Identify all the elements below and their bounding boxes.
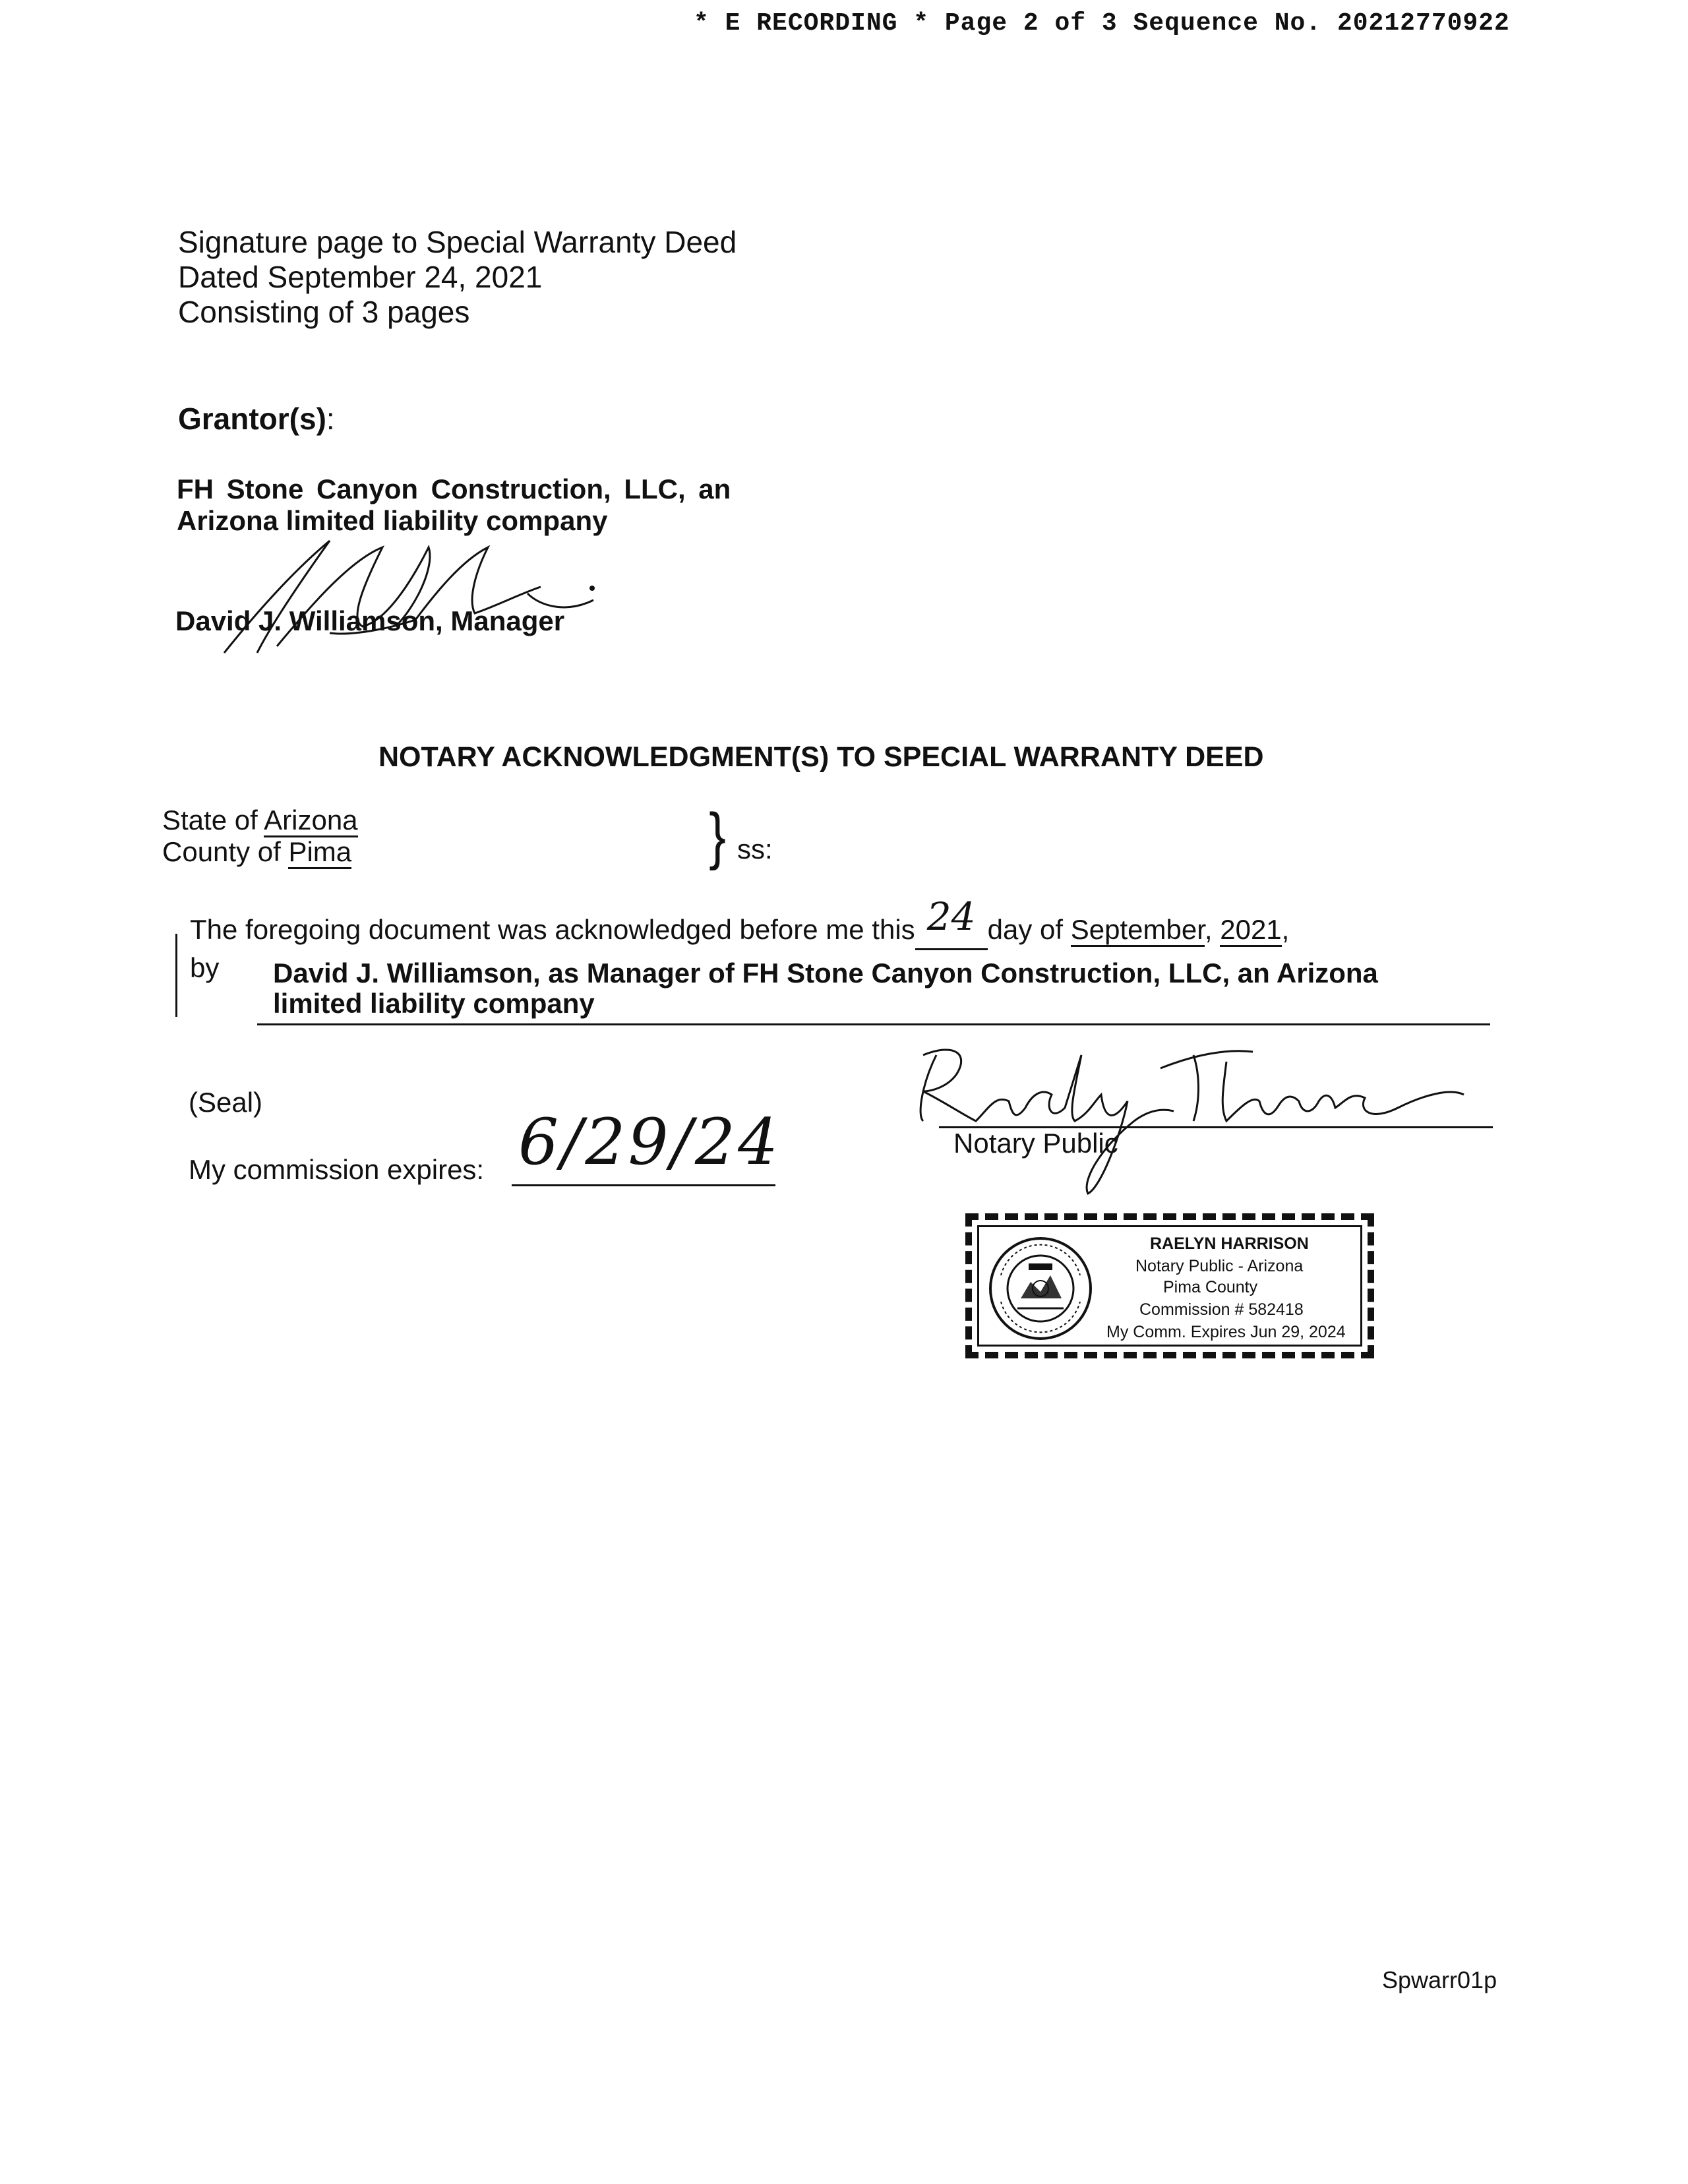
stamp-line-5: My Comm. Expires Jun 29, 2024 xyxy=(1106,1323,1346,1341)
by-label: by xyxy=(190,952,220,983)
stamp-line-3: Pima County xyxy=(1163,1278,1258,1296)
ack-day xyxy=(915,894,988,950)
county-label: County of xyxy=(162,836,281,867)
notary-stamp xyxy=(965,1213,1374,1358)
notary-signature xyxy=(884,1029,1477,1200)
notary-title: NOTARY ACKNOWLEDGMENT(S) TO SPECIAL WARRANTY DEED xyxy=(378,741,1264,773)
grantor-heading xyxy=(178,401,335,437)
acknowledgment-line: The foregoing document was acknowledged before me this 24 day of September, 2021, xyxy=(190,903,1289,950)
by-line-2: limited liability company xyxy=(273,988,595,1019)
by-underline xyxy=(257,1023,1490,1025)
commission-value: 6/29/24 xyxy=(518,1105,781,1179)
arizona-seal-icon xyxy=(988,1236,1093,1341)
county-value: Pima xyxy=(288,836,351,869)
venue-brace: } xyxy=(709,801,726,871)
stamp-line-4: Commission # 582418 xyxy=(1139,1300,1304,1319)
venue-ss: ss: xyxy=(737,834,773,864)
grantor-entity-line-2: Arizona limited liability company xyxy=(177,505,608,536)
ack-year: 2021 xyxy=(1220,914,1281,947)
venue-county xyxy=(162,836,351,868)
grantor-signer: David J. Williamson, Manager xyxy=(175,605,565,636)
by-line-1: David J. Williamson, as Manager of FH Stone Canyon Construction, LLC, an Arizona xyxy=(273,957,1378,988)
form-code: Spwarr01p xyxy=(1382,1966,1497,1993)
grantor-entity-line-1: FH Stone Canyon Construction, LLC, an xyxy=(177,473,731,504)
grantor-heading-text: Grantor(s) xyxy=(178,402,326,436)
seal-label: (Seal) xyxy=(189,1087,263,1118)
commission-underline xyxy=(512,1184,775,1186)
state-value: Arizona xyxy=(264,804,357,837)
notary-public-label: Notary Public xyxy=(953,1128,1118,1159)
grantor-heading-colon: : xyxy=(326,402,335,436)
ack-day-label: day of xyxy=(987,914,1064,945)
state-label: State of xyxy=(162,804,258,835)
intro-line-3: Consisting of 3 pages xyxy=(178,295,470,329)
venue-state xyxy=(162,804,358,836)
margin-rule xyxy=(175,934,177,1017)
grantor-signature xyxy=(198,521,620,666)
recording-banner: * E RECORDING * Page 2 of 3 Sequence No. 20212770922 xyxy=(694,9,1510,38)
intro-line-1: Signature page to Special Warranty Deed xyxy=(178,225,737,259)
intro-line-2: Dated September 24, 2021 xyxy=(178,260,543,294)
stamp-name: RAELYN HARRISON xyxy=(1150,1234,1309,1253)
ack-month: September xyxy=(1071,914,1205,947)
ack-text: The foregoing document was acknowledged before me this xyxy=(190,914,915,945)
stamp-line-2: Notary Public - Arizona xyxy=(1135,1257,1304,1275)
ack-day-handwritten: 24 xyxy=(926,894,976,939)
commission-label: My commission expires: xyxy=(189,1154,485,1185)
